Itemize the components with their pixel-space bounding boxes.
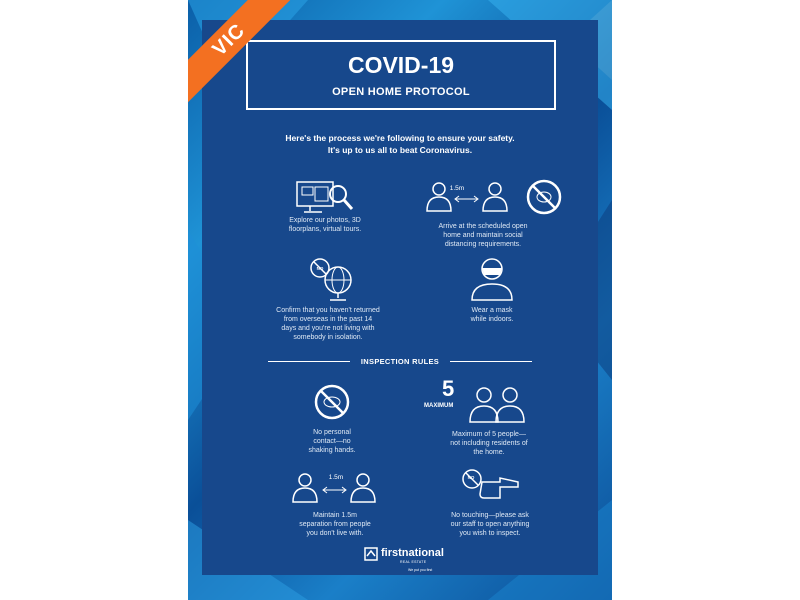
maximum-people-icon xyxy=(466,384,530,424)
max-label: MAXIMUM xyxy=(424,403,454,409)
intro-line-2: It's up to us all to beat Coronavirus. xyxy=(327,145,473,155)
state-badge: VIC xyxy=(188,0,293,104)
section-heading: INSPECTION RULES xyxy=(360,357,440,366)
poster xyxy=(188,0,612,600)
brand-mark-icon xyxy=(364,547,378,561)
protocol-panel xyxy=(202,20,598,575)
no-handshake-icon xyxy=(312,382,352,422)
divider-left xyxy=(268,361,350,362)
title-box xyxy=(246,40,556,110)
page-subtitle: OPEN HOME PROTOCOL xyxy=(332,86,470,98)
rule-distance-label: 1.5m xyxy=(328,474,344,481)
divider-right xyxy=(450,361,532,362)
brand-logo xyxy=(364,547,454,573)
rule-no-contact-text: No personal contact—no shaking hands. xyxy=(308,429,356,454)
rule-maximum-text: Maximum of 5 people— not including residents of the home. xyxy=(450,431,528,456)
brand-tagline: We put you first xyxy=(408,568,433,572)
no-travel-label: NO xyxy=(316,266,324,271)
page-title: COVID-19 xyxy=(347,52,455,78)
intro-line-1: Here's the process we're following to ensure your safety. xyxy=(285,133,515,143)
brand-sub: REAL ESTATE xyxy=(400,560,427,564)
step-confirm-text: Confirm that you haven't returned from overseas in the past 14 days and you're not living with somebody in isolation. xyxy=(276,307,380,341)
rule-no-touching-text: No touching—please ask our staff to open anything you wish to inspect. xyxy=(450,512,530,537)
mask-person-icon xyxy=(467,256,517,302)
no-touching-label: NO xyxy=(467,475,475,480)
computer-search-icon xyxy=(294,180,356,216)
rule-distancing-text: Maintain 1.5m separation from people you don't live with. xyxy=(299,512,371,537)
step-arrive-text: Arrive at the scheduled open home and maintain social distancing requirements. xyxy=(438,223,528,248)
step-distance-label: 1.5m xyxy=(449,185,465,192)
step-explore-text: Explore our photos, 3D floorplans, virtual tours. xyxy=(288,217,362,233)
step-mask-text: Wear a mask while indoors. xyxy=(470,307,514,323)
max-count: 5 xyxy=(442,376,455,401)
brand-name: firstnational xyxy=(381,547,444,559)
